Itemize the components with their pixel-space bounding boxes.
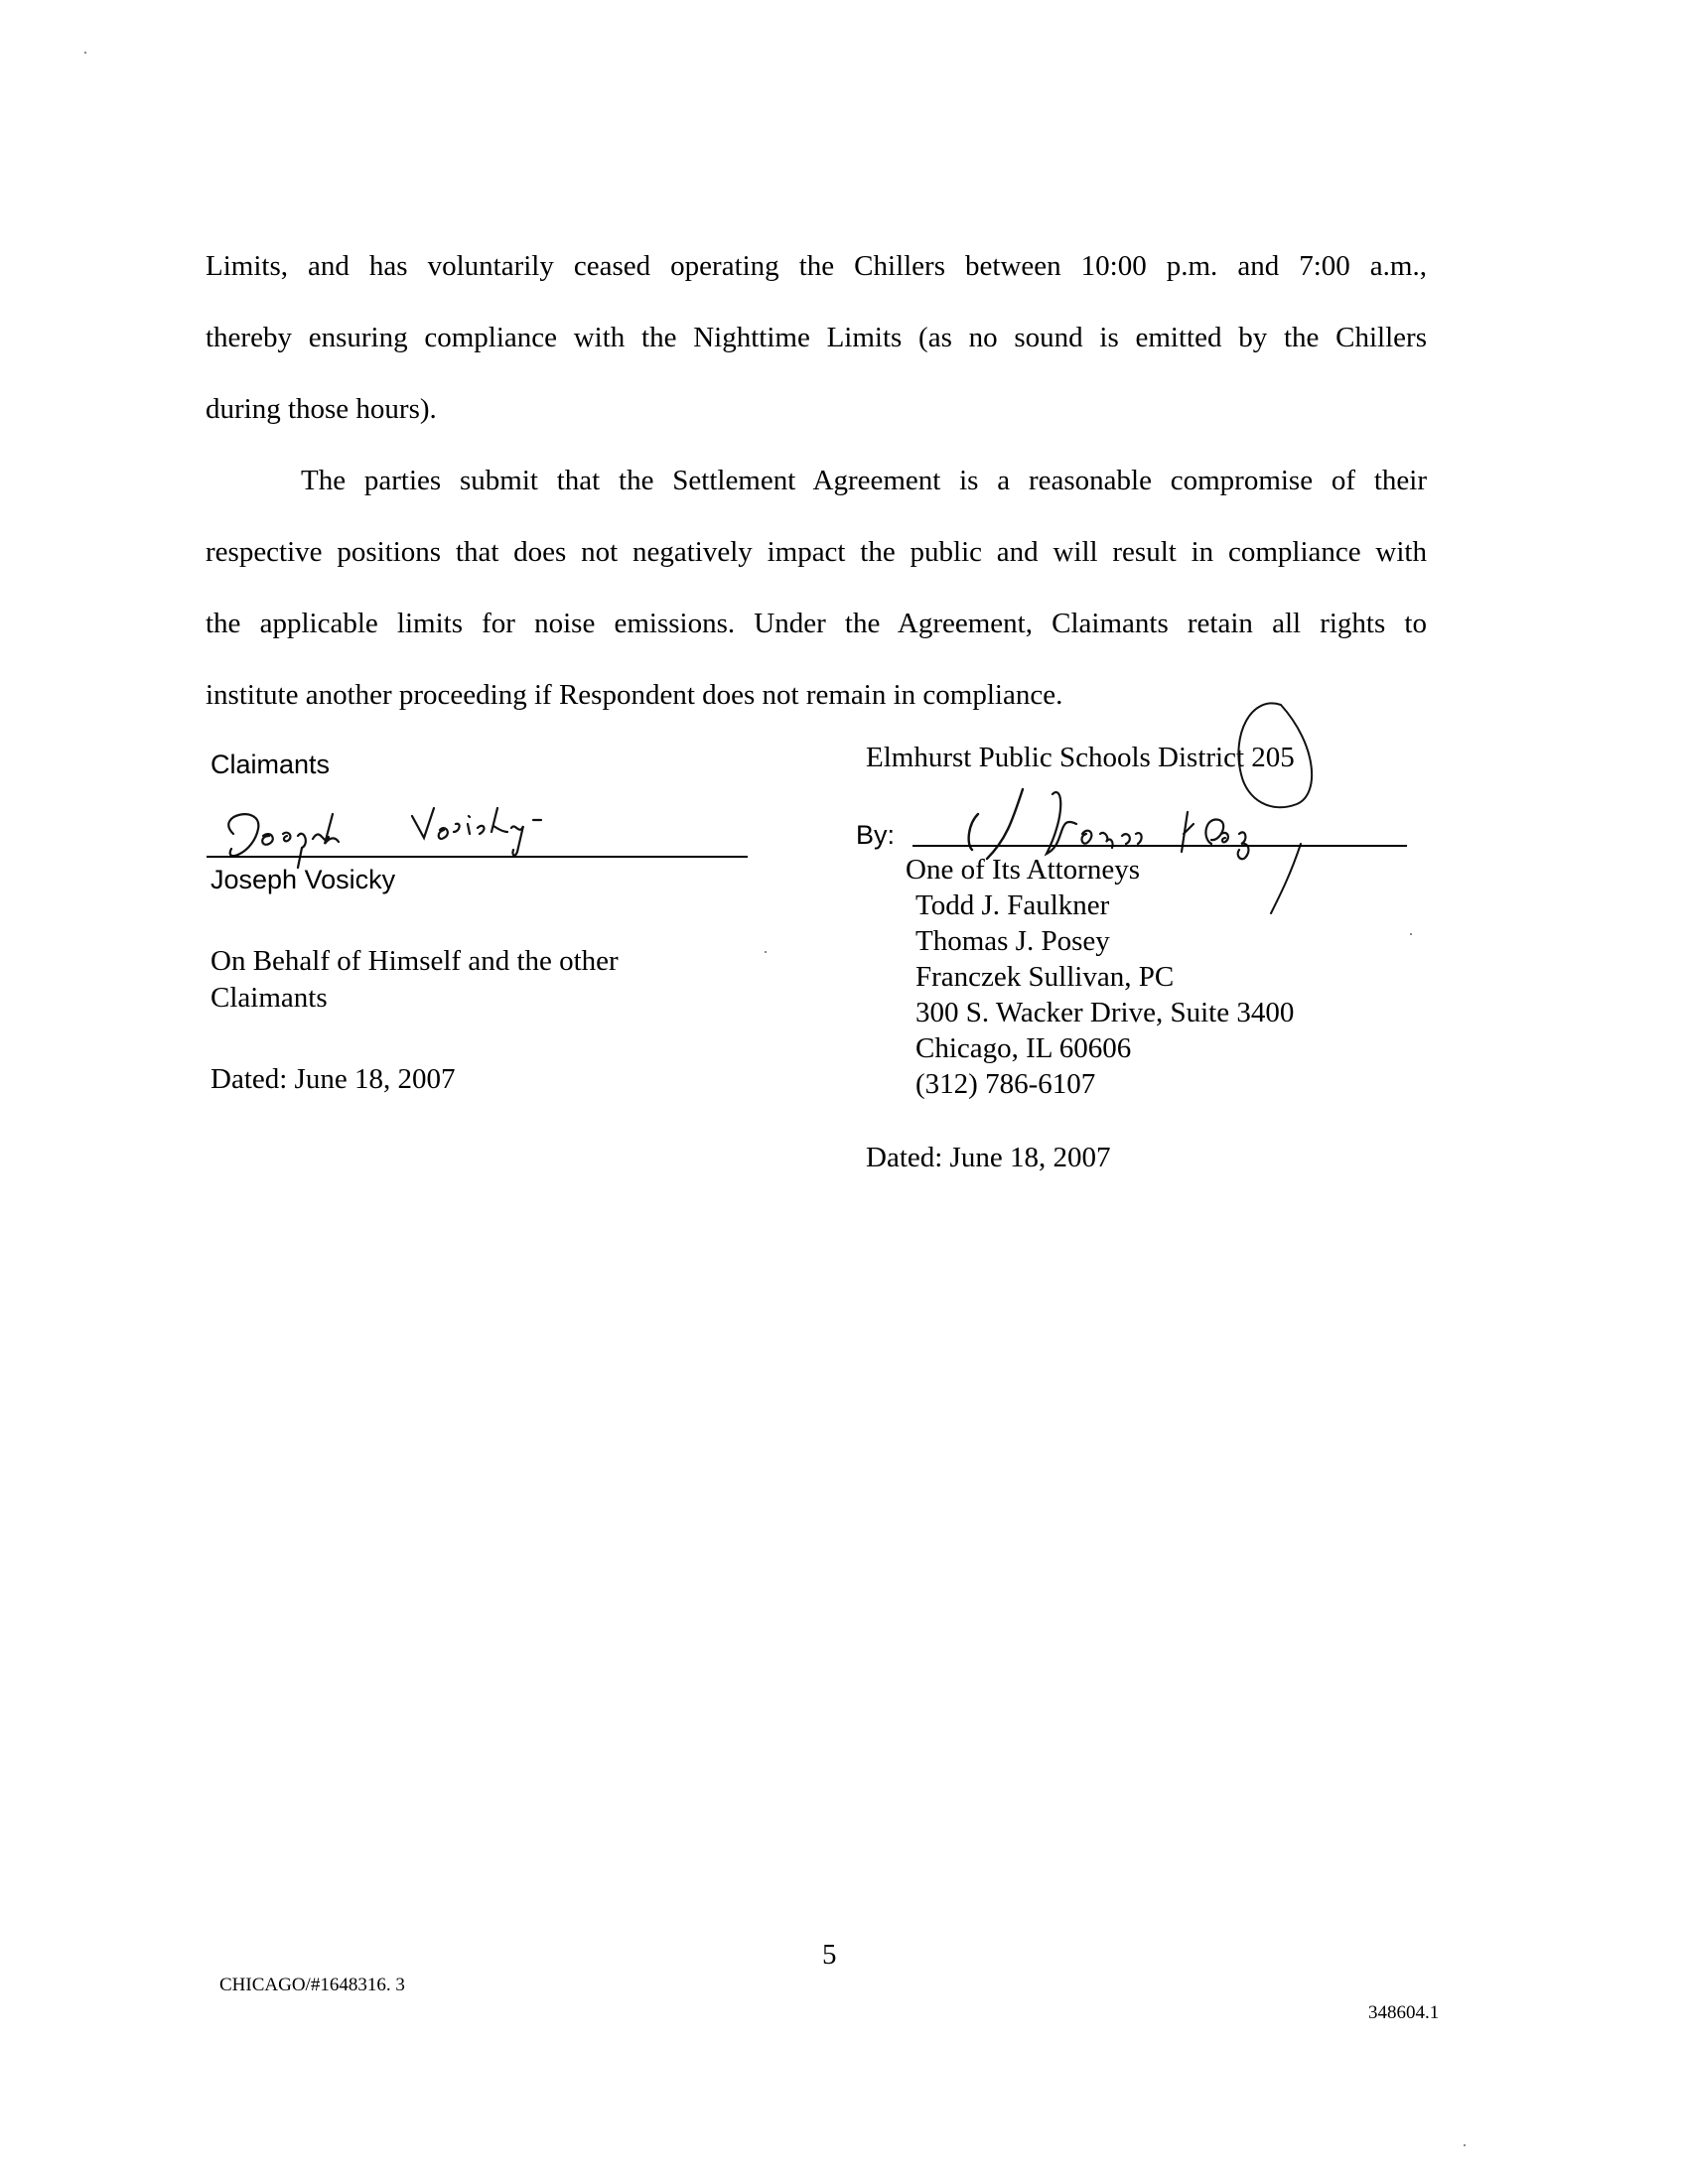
firm-address-1: 300 S. Wacker Drive, Suite 3400: [915, 997, 1295, 1028]
paragraph-2-line-4: institute another proceeding if Respondent does not remain in compliance.: [206, 679, 1063, 711]
paragraph-1-line-3: during those hours).: [206, 393, 437, 425]
firm-address-2: Chicago, IL 60606: [915, 1032, 1132, 1064]
scan-speck: [765, 951, 767, 953]
scan-speck: [84, 52, 86, 54]
firm-phone: (312) 786-6107: [915, 1068, 1096, 1100]
paragraph-1-line-2: thereby ensuring compliance with the Nighttime Limits (as no sound is emitted by the Chillers: [206, 322, 1427, 353]
attorney-2: Thomas J. Posey: [915, 925, 1110, 957]
attorney-1: Todd J. Faulkner: [915, 889, 1110, 921]
footer-doc-id-left: CHICAGO/#1648316. 3: [219, 1975, 405, 1995]
respondent-dated: Dated: June 18, 2007: [866, 1142, 1111, 1173]
scan-speck: [1410, 933, 1412, 935]
paragraph-2-line-2: respective positions that does not negatively impact the public and will result in compliance with: [206, 536, 1427, 568]
claimant-signature-line: [207, 856, 748, 858]
paragraph-2-line-3: the applicable limits for noise emissions. Under the Agreement, Claimants retain all rights to: [206, 608, 1427, 639]
respondent-signature-line: [912, 845, 1407, 847]
attorney-title: One of Its Attorneys: [906, 854, 1140, 886]
claimant-dated: Dated: June 18, 2007: [210, 1063, 456, 1095]
footer-doc-id-right: 348604.1: [1368, 2002, 1440, 2023]
scan-speck: [1464, 2144, 1466, 2146]
claimant-behalf-line-1: On Behalf of Himself and the other: [210, 945, 619, 977]
claimant-behalf-line-2: Claimants: [210, 982, 328, 1014]
respondent-heading: Elmhurst Public Schools District 205: [866, 742, 1295, 773]
claimants-heading: Claimants: [210, 750, 331, 779]
law-firm: Franczek Sullivan, PC: [915, 961, 1175, 993]
by-label: By:: [856, 820, 896, 850]
page-number: 5: [822, 1939, 837, 1971]
paragraph-2-line-1: The parties submit that the Settlement Agreement is a reasonable compromise of their: [301, 465, 1427, 496]
paragraph-1-line-1: Limits, and has voluntarily ceased operating the Chillers between 10:00 p.m. and 7:00 a.m.,: [206, 250, 1427, 282]
claimant-name: Joseph Vosicky: [210, 865, 396, 894]
